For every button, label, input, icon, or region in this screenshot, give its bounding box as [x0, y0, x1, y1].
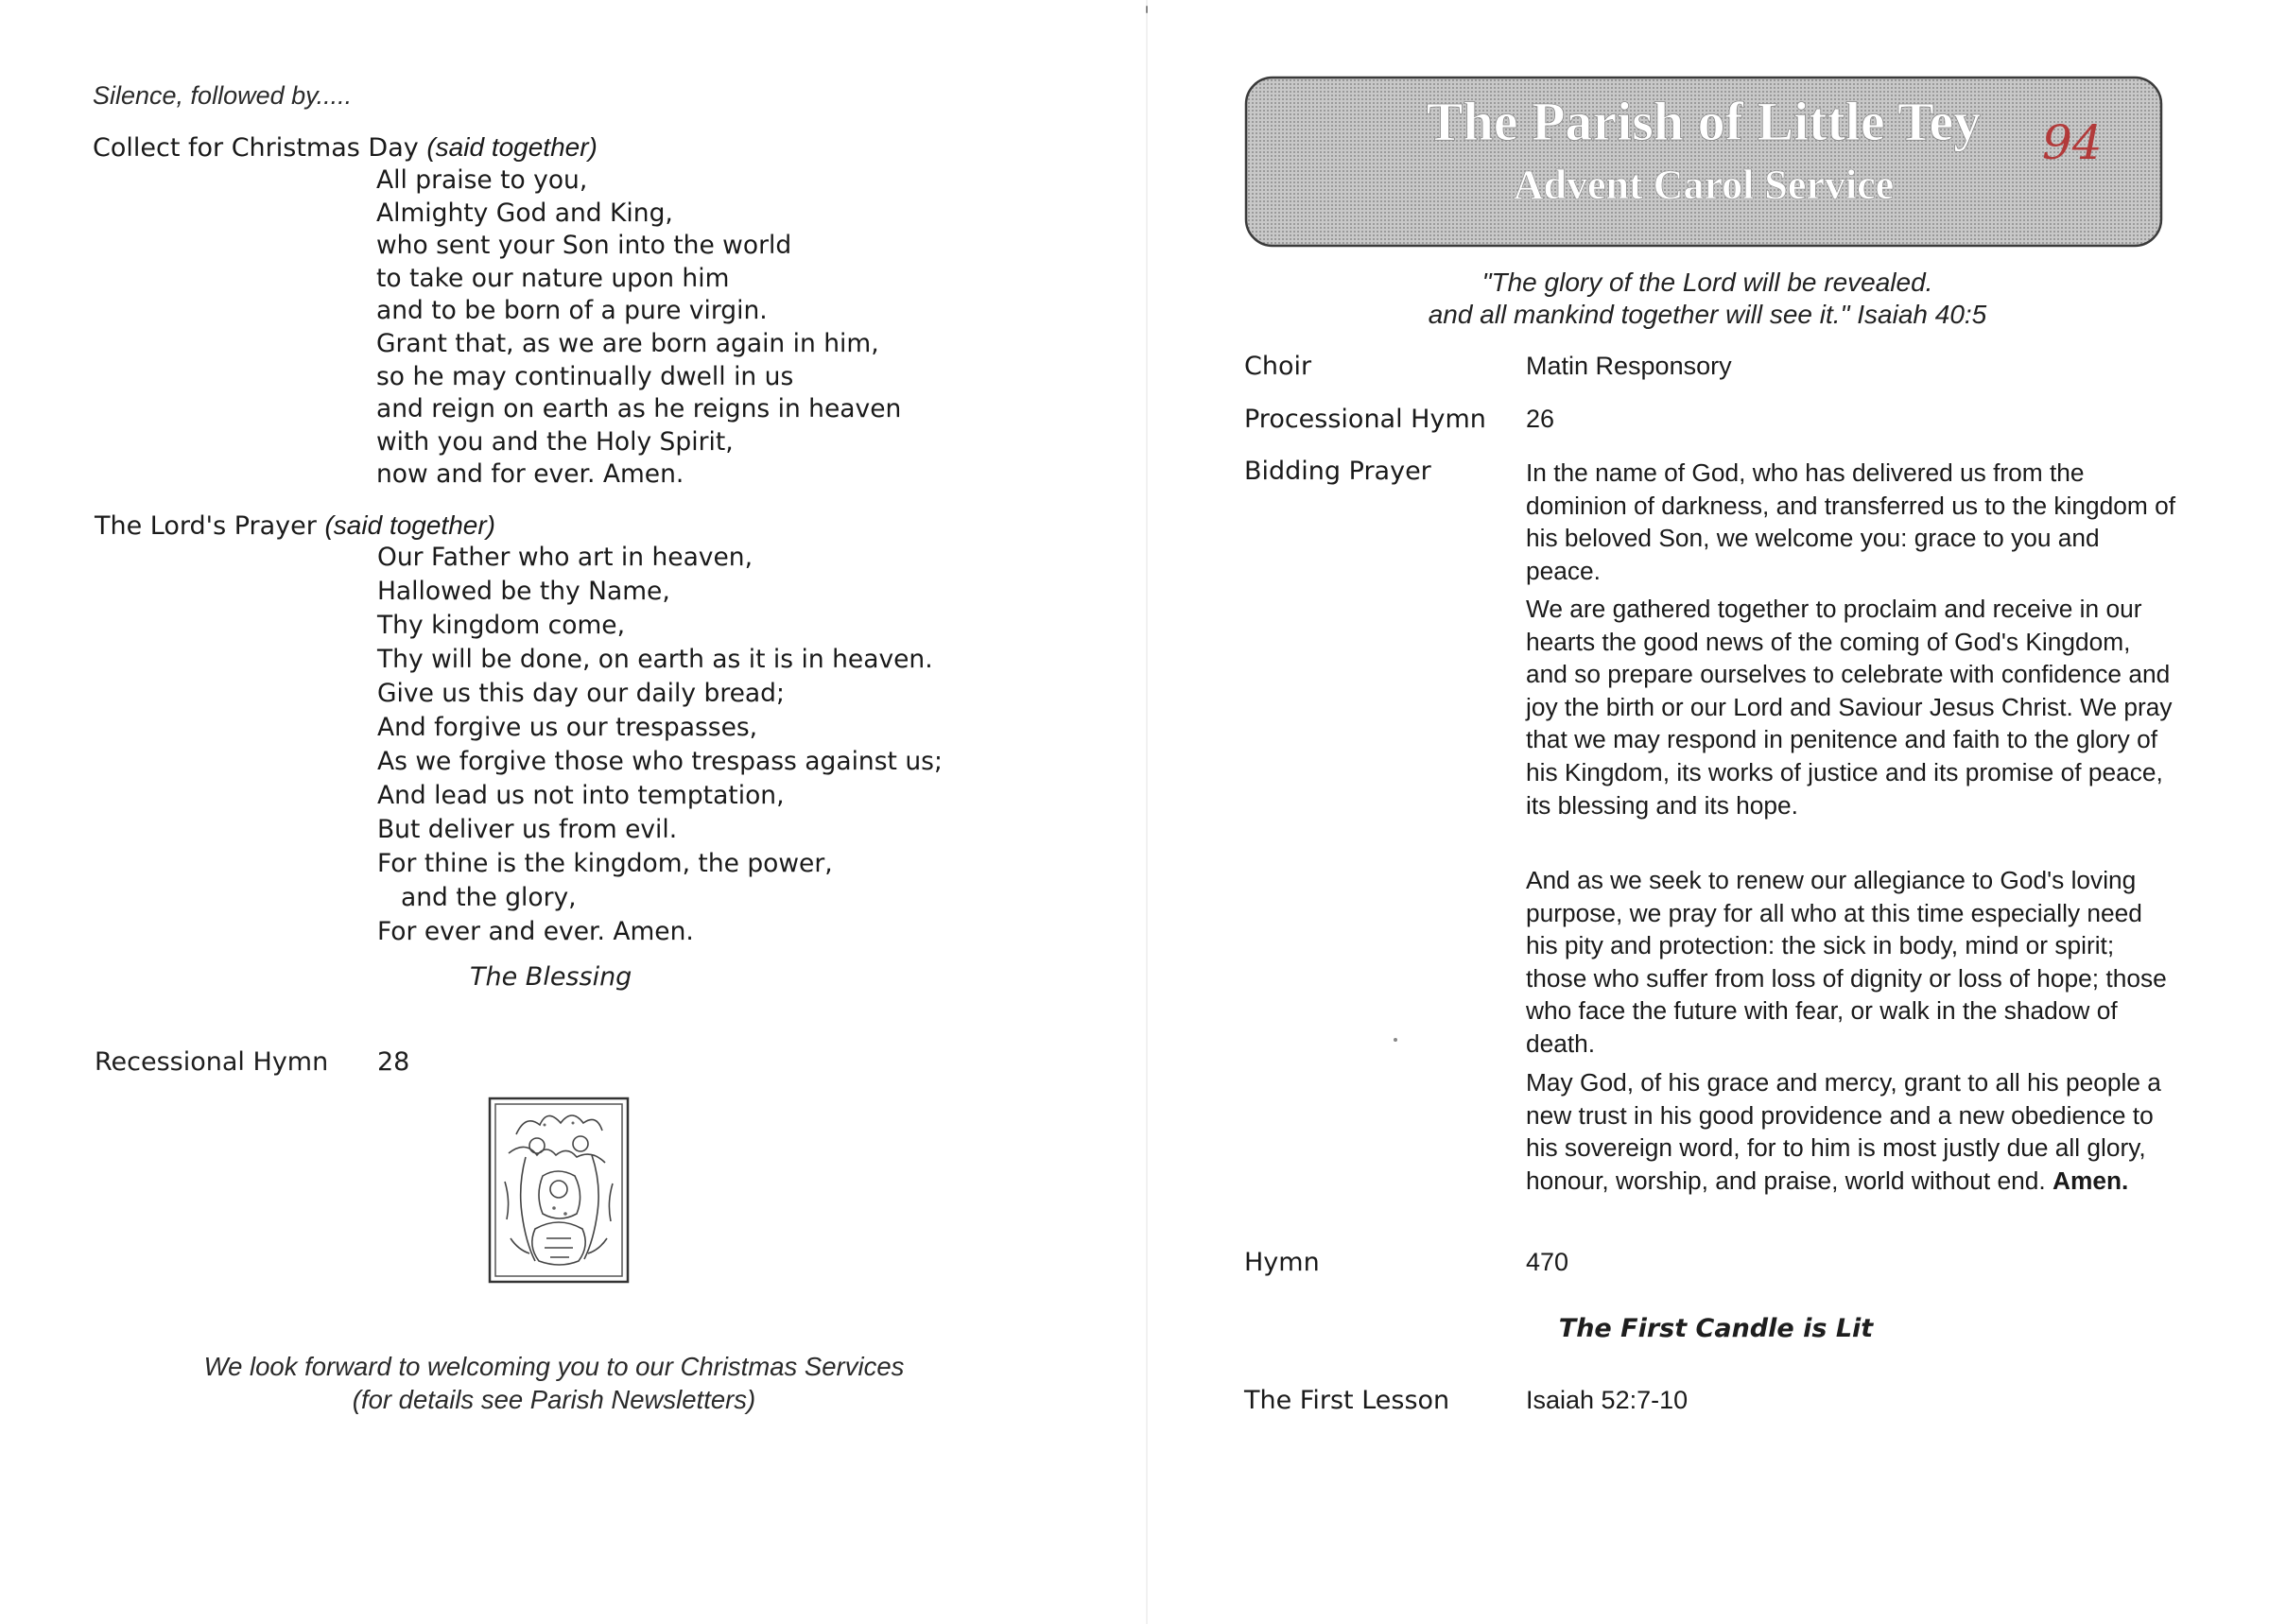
processional-hymn-number: 26 — [1526, 405, 1555, 433]
bidding-prayer-paragraph: And as we seek to renew our allegiance to God's loving purpose, we pray for all who at this time especially need his pity and protection: the sick in body, mind or spirit; those who suffer from loss of dignity or loss of hope; those who face the future with fear, or walk in the shadow of death. — [1526, 866, 2167, 1058]
banner-title: The Parish of Little Tey — [1426, 91, 1982, 152]
collect-heading — [93, 132, 598, 163]
first-candle-heading: The First Candle is Lit — [1558, 1314, 1874, 1343]
hymn-number: 470 — [1526, 1248, 1569, 1276]
collect-line: with you and the Holy Spirit, — [376, 426, 734, 457]
prayer-line: For ever and ever. Amen. — [377, 917, 694, 946]
choir-label: Choir — [1244, 352, 1312, 381]
collect-note: (said together) — [426, 132, 598, 162]
welcome-message — [0, 1350, 1108, 1416]
bidding-prayer-final-paragraph — [1526, 1066, 2178, 1197]
collect-line: now and for ever. Amen. — [376, 459, 684, 490]
prayer-line: Our Father who art in heaven, — [377, 543, 753, 572]
collect-line: so he may continually dwell in us — [376, 361, 794, 391]
prayer-line: And lead us not into temptation, — [377, 781, 785, 810]
collect-line: and reign on earth as he reigns in heaven — [376, 394, 902, 424]
bidding-prayer-paragraph: We are gathered together to proclaim and receive in our hearts the good news of the coming of God's Kingdom, and so prepare ourselves to celebrate with confidence and joy the birth or our Lord and Saviour Jesus Christ. We pray that we may respond in penitence and faith to the glory of his Kingdom, its works of justice and its promise of peace, its blessing and its hope. — [1526, 595, 2173, 820]
handwritten-number: 94 — [2042, 115, 2103, 170]
bidding-prayer-paragraph: In the name of God, who has delivered us from the dominion of darkness, and transferred us to the kingdom of his beloved Son, we welcome you: grace to you and peace. — [1526, 458, 2176, 585]
collect-text — [376, 164, 901, 492]
hymn-label: Hymn — [1244, 1248, 1320, 1277]
title-banner — [1244, 76, 2163, 248]
lords-prayer-title: The Lord's Prayer — [95, 511, 317, 541]
prayer-line: Hallowed be thy Name, — [377, 577, 670, 606]
quote-line-1: "The glory of the Lord will be revealed. — [1481, 268, 1933, 297]
collect-title: Collect for Christmas Day — [93, 133, 419, 163]
right-page — [1146, 0, 2269, 1624]
prayer-line: Give us this day our daily bread; — [377, 679, 785, 708]
scan-speck — [1146, 6, 1148, 13]
lords-prayer-text — [377, 541, 943, 949]
collect-line: who sent your Son into the world — [376, 231, 792, 261]
first-lesson-label: The First Lesson — [1244, 1386, 1450, 1415]
collect-line: and to be born of a pure virgin. — [376, 296, 768, 326]
banner-subtitle: Advent Carol Service — [1513, 162, 1895, 208]
nativity-illustration — [488, 1097, 630, 1284]
lords-prayer-note: (said together) — [324, 510, 496, 540]
prayer-line: Thy will be done, on earth as it is in heaven. — [377, 645, 933, 674]
prayer-line: and the glory, — [401, 883, 577, 912]
prayer-line: For thine is the kingdom, the power, — [377, 849, 833, 878]
processional-hymn-label: Processional Hymn — [1244, 405, 1486, 434]
collect-line: Grant that, as we are born again in him, — [376, 328, 879, 358]
collect-line: to take our nature upon him — [376, 263, 730, 293]
first-lesson-reference: Isaiah 52:7-10 — [1526, 1386, 1689, 1414]
prayer-line: But deliver us from evil. — [377, 815, 678, 844]
recessional-hymn-number: 28 — [377, 1047, 410, 1077]
quote-line-2: and all mankind together will see it." Isaiah 40:5 — [1428, 300, 1987, 329]
amen-text: Amen. — [2052, 1166, 2129, 1195]
scan-speck — [1394, 1038, 1397, 1042]
bidding-prayer-label: Bidding Prayer — [1244, 457, 1431, 486]
prayer-line: Thy kingdom come, — [377, 611, 626, 640]
welcome-line-2: (for details see Parish Newsletters) — [352, 1385, 756, 1414]
blessing-heading: The Blessing — [470, 962, 632, 992]
scripture-quote — [1146, 267, 2269, 331]
silence-instruction: Silence, followed by..... — [93, 81, 353, 110]
welcome-line-1: We look forward to welcoming you to our Christmas Services — [203, 1352, 905, 1381]
choir-value: Matin Responsory — [1526, 352, 1732, 380]
prayer-line: And forgive us our trespasses, — [377, 713, 758, 742]
collect-line: Almighty God and King, — [376, 198, 673, 228]
final-paragraph-text: May God, of his grace and mercy, grant to all his people a new trust in his good providence and a new obedience to his sovereign word, for to him is most justly due all glory, honour, worship, and praise, world without end. — [1526, 1068, 2161, 1195]
recessional-hymn-label: Recessional Hymn — [95, 1047, 329, 1077]
lords-prayer-heading — [95, 510, 495, 541]
collect-line: All praise to you, — [376, 165, 588, 195]
prayer-line: As we forgive those who trespass against us; — [377, 747, 943, 776]
